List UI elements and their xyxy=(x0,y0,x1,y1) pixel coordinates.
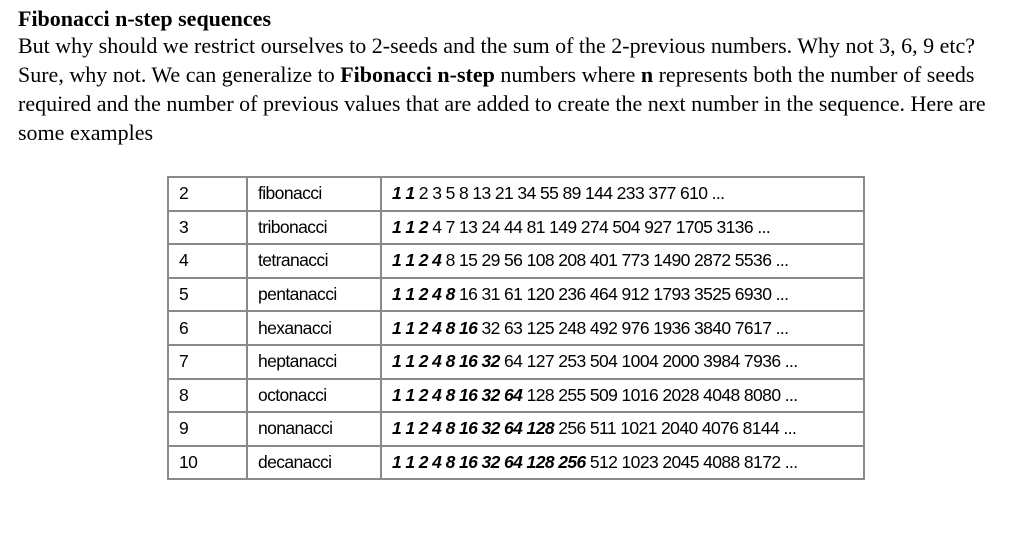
paragraph-text-2: numbers where xyxy=(494,62,641,87)
table-row xyxy=(168,177,864,211)
sequence-name-cell: octonacci xyxy=(247,379,381,413)
subsequent-values: 32 63 125 248 492 976 1936 3840 7617 ... xyxy=(481,317,789,338)
seed-values: 1 1 2 4 8 xyxy=(392,284,455,305)
step-count-cell: 4 xyxy=(168,244,247,278)
sequence-values-cell xyxy=(381,412,864,446)
seed-values: 1 1 2 4 8 16 32 64 128 256 xyxy=(392,452,586,473)
sequence-name-cell: hexanacci xyxy=(247,311,381,345)
sequence-values-cell xyxy=(381,177,864,211)
sequence-name-cell: heptanacci xyxy=(247,345,381,379)
subsequent-values: 64 127 253 504 1004 2000 3984 7936 ... xyxy=(504,351,798,372)
sequence-values-cell xyxy=(381,211,864,245)
table-row xyxy=(168,211,864,245)
seed-values: 1 1 2 4 8 16 32 xyxy=(392,351,500,372)
sequence-name-cell: nonanacci xyxy=(247,412,381,446)
table-row xyxy=(168,379,864,413)
seed-values: 1 1 2 4 xyxy=(392,250,442,271)
sequence-name-cell: fibonacci xyxy=(247,177,381,211)
sequence-values-cell xyxy=(381,311,864,345)
subsequent-values: 256 511 1021 2040 4076 8144 ... xyxy=(558,418,797,439)
table-row xyxy=(168,446,864,480)
paragraph-text-1: But why should we restrict ourselves to 2-seeds and the sum of the 2-previous numbers. Why not 3, 6, 9 etc? Sure, why not. We can generalize to xyxy=(18,33,976,87)
section-heading: Fibonacci n-step sequences xyxy=(18,6,271,31)
seed-values: 1 1 2 4 8 16 32 64 xyxy=(392,384,523,405)
table-row xyxy=(168,311,864,345)
seed-values: 1 1 2 4 8 16 32 64 128 xyxy=(392,418,554,439)
sequence-table-body xyxy=(168,177,864,479)
sequence-values-cell xyxy=(381,244,864,278)
subsequent-values: 128 255 509 1016 2028 4048 8080 ... xyxy=(526,384,798,405)
subsequent-values: 512 1023 2045 4088 8172 ... xyxy=(589,452,798,473)
table-row xyxy=(168,345,864,379)
document xyxy=(18,6,1018,147)
seed-values: 1 1 2 xyxy=(392,216,428,237)
paragraph-bold-term: Fibonacci n-step xyxy=(340,62,495,87)
step-count-cell: 3 xyxy=(168,211,247,245)
paragraph-bold-n: n xyxy=(640,62,654,87)
sequence-name-cell: decanacci xyxy=(247,446,381,480)
subsequent-values: 2 3 5 8 13 21 34 55 89 144 233 377 610 ... xyxy=(418,183,725,204)
sequence-table xyxy=(167,176,865,480)
sequence-values-cell xyxy=(381,446,864,480)
intro-paragraph xyxy=(18,31,1018,147)
seed-values: 1 1 xyxy=(392,183,415,204)
subsequent-values: 16 31 61 120 236 464 912 1793 3525 6930 ... xyxy=(458,284,789,305)
paragraph-text-3: represents both the number of seeds required and the number of previous values that are added to create the next number in the sequence. Here are some examples xyxy=(18,62,986,145)
step-count-cell: 10 xyxy=(168,446,247,480)
subsequent-values: 4 7 13 24 44 81 149 274 504 927 1705 3136 ... xyxy=(432,216,771,237)
sequence-name-cell: pentanacci xyxy=(247,278,381,312)
step-count-cell: 7 xyxy=(168,345,247,379)
table-row xyxy=(168,244,864,278)
seed-values: 1 1 2 4 8 16 xyxy=(392,317,478,338)
sequence-name-cell: tetranacci xyxy=(247,244,381,278)
table-row xyxy=(168,412,864,446)
sequence-values-cell xyxy=(381,379,864,413)
sequence-name-cell: tribonacci xyxy=(247,211,381,245)
step-count-cell: 8 xyxy=(168,379,247,413)
step-count-cell: 5 xyxy=(168,278,247,312)
step-count-cell: 9 xyxy=(168,412,247,446)
table-row xyxy=(168,278,864,312)
sequence-values-cell xyxy=(381,345,864,379)
subsequent-values: 8 15 29 56 108 208 401 773 1490 2872 5536 ... xyxy=(445,250,789,271)
sequence-values-cell xyxy=(381,278,864,312)
step-count-cell: 6 xyxy=(168,311,247,345)
step-count-cell: 2 xyxy=(168,177,247,211)
